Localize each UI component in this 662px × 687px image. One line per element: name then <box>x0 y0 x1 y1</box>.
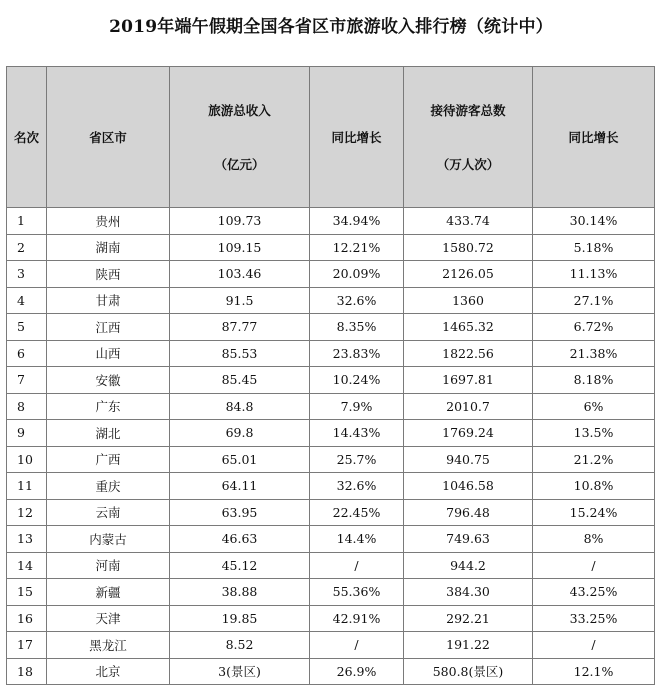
revenue-growth-cell: 20.09% <box>310 261 404 288</box>
revenue-cell: 64.11 <box>170 473 310 500</box>
visitors-cell: 433.74 <box>404 208 533 235</box>
revenue-growth-cell: 25.7% <box>310 446 404 473</box>
visitors-growth-cell: 8.18% <box>533 367 655 394</box>
table-row <box>7 579 655 606</box>
province-cell: 甘肃 <box>47 287 170 314</box>
visitors-growth-cell: 13.5% <box>533 420 655 447</box>
province-cell: 湖北 <box>47 420 170 447</box>
revenue-growth-cell: 14.4% <box>310 526 404 553</box>
province-cell: 河南 <box>47 552 170 579</box>
visitors-cell: 384.30 <box>404 579 533 606</box>
rank-cell: 12 <box>7 499 47 526</box>
province-cell: 陕西 <box>47 261 170 288</box>
rank-cell: 6 <box>7 340 47 367</box>
visitors-growth-cell: 5.18% <box>533 234 655 261</box>
revenue-cell: 69.8 <box>170 420 310 447</box>
visitors-growth-cell: 27.1% <box>533 287 655 314</box>
revenue-growth-cell: 14.43% <box>310 420 404 447</box>
rank-cell: 8 <box>7 393 47 420</box>
revenue-cell: 38.88 <box>170 579 310 606</box>
header-visitors-label: 接待游客总数 <box>430 103 506 118</box>
revenue-cell: 46.63 <box>170 526 310 553</box>
table-row <box>7 552 655 579</box>
table-row <box>7 340 655 367</box>
revenue-cell: 109.73 <box>170 208 310 235</box>
visitors-cell: 1465.32 <box>404 314 533 341</box>
revenue-cell: 109.15 <box>170 234 310 261</box>
visitors-growth-cell: / <box>533 632 655 659</box>
revenue-growth-cell: 42.91% <box>310 605 404 632</box>
visitors-cell: 1697.81 <box>404 367 533 394</box>
rank-cell: 15 <box>7 579 47 606</box>
rank-cell: 2 <box>7 234 47 261</box>
visitors-cell: 749.63 <box>404 526 533 553</box>
visitors-cell: 1580.72 <box>404 234 533 261</box>
visitors-growth-cell: 33.25% <box>533 605 655 632</box>
visitors-growth-cell: 10.8% <box>533 473 655 500</box>
visitors-cell: 1046.58 <box>404 473 533 500</box>
table-row <box>7 473 655 500</box>
visitors-cell: 580.8(景区) <box>404 658 533 685</box>
province-cell: 湖南 <box>47 234 170 261</box>
revenue-growth-cell: / <box>310 552 404 579</box>
revenue-cell: 45.12 <box>170 552 310 579</box>
province-cell: 重庆 <box>47 473 170 500</box>
ranking-table <box>6 66 655 685</box>
rank-cell: 10 <box>7 446 47 473</box>
table-row <box>7 234 655 261</box>
page-title: 2019年端午假期全国各省区市旅游收入排行榜（统计中） <box>109 17 553 37</box>
province-cell: 北京 <box>47 658 170 685</box>
revenue-growth-cell: 32.6% <box>310 287 404 314</box>
revenue-growth-cell: / <box>310 632 404 659</box>
revenue-growth-cell: 32.6% <box>310 473 404 500</box>
table-row <box>7 658 655 685</box>
table-row <box>7 605 655 632</box>
table-row <box>7 393 655 420</box>
revenue-growth-cell: 12.21% <box>310 234 404 261</box>
rank-cell: 9 <box>7 420 47 447</box>
visitors-growth-cell: 15.24% <box>533 499 655 526</box>
province-cell: 安徽 <box>47 367 170 394</box>
revenue-cell: 63.95 <box>170 499 310 526</box>
rank-cell: 17 <box>7 632 47 659</box>
province-cell: 江西 <box>47 314 170 341</box>
revenue-cell: 19.85 <box>170 605 310 632</box>
table-header-row <box>7 67 655 208</box>
visitors-growth-cell: 8% <box>533 526 655 553</box>
table-row <box>7 261 655 288</box>
visitors-cell: 2126.05 <box>404 261 533 288</box>
visitors-growth-cell: 21.38% <box>533 340 655 367</box>
table-row <box>7 420 655 447</box>
revenue-growth-cell: 55.36% <box>310 579 404 606</box>
visitors-cell: 944.2 <box>404 552 533 579</box>
visitors-cell: 2010.7 <box>404 393 533 420</box>
revenue-cell: 87.77 <box>170 314 310 341</box>
visitors-growth-cell: 11.13% <box>533 261 655 288</box>
header-revenue-unit: （亿元） <box>214 157 265 172</box>
visitors-cell: 1822.56 <box>404 340 533 367</box>
visitors-growth-cell: 12.1% <box>533 658 655 685</box>
rank-cell: 7 <box>7 367 47 394</box>
province-cell: 云南 <box>47 499 170 526</box>
header-visitors <box>404 67 533 208</box>
table-row <box>7 208 655 235</box>
revenue-cell: 65.01 <box>170 446 310 473</box>
visitors-growth-cell: 43.25% <box>533 579 655 606</box>
visitors-growth-cell: 6.72% <box>533 314 655 341</box>
header-revenue-growth: 同比增长 <box>310 67 404 208</box>
header-rank: 名次 <box>7 67 47 208</box>
revenue-cell: 85.53 <box>170 340 310 367</box>
revenue-cell: 103.46 <box>170 261 310 288</box>
table-row <box>7 526 655 553</box>
visitors-cell: 796.48 <box>404 499 533 526</box>
revenue-growth-cell: 8.35% <box>310 314 404 341</box>
province-cell: 新疆 <box>47 579 170 606</box>
header-visitors-growth: 同比增长 <box>533 67 655 208</box>
visitors-growth-cell: 30.14% <box>533 208 655 235</box>
revenue-growth-cell: 26.9% <box>310 658 404 685</box>
visitors-cell: 292.21 <box>404 605 533 632</box>
revenue-growth-cell: 22.45% <box>310 499 404 526</box>
revenue-growth-cell: 23.83% <box>310 340 404 367</box>
visitors-cell: 1769.24 <box>404 420 533 447</box>
header-revenue-label: 旅游总收入 <box>208 103 271 118</box>
province-cell: 内蒙古 <box>47 526 170 553</box>
revenue-growth-cell: 7.9% <box>310 393 404 420</box>
province-cell: 山西 <box>47 340 170 367</box>
visitors-cell: 940.75 <box>404 446 533 473</box>
visitors-growth-cell: 21.2% <box>533 446 655 473</box>
table-row <box>7 446 655 473</box>
table-body <box>7 208 655 685</box>
province-cell: 广东 <box>47 393 170 420</box>
rank-cell: 11 <box>7 473 47 500</box>
revenue-cell: 91.5 <box>170 287 310 314</box>
revenue-growth-cell: 34.94% <box>310 208 404 235</box>
rank-cell: 4 <box>7 287 47 314</box>
table-row <box>7 287 655 314</box>
rank-cell: 1 <box>7 208 47 235</box>
revenue-cell: 85.45 <box>170 367 310 394</box>
header-revenue <box>170 67 310 208</box>
revenue-cell: 84.8 <box>170 393 310 420</box>
rank-cell: 13 <box>7 526 47 553</box>
revenue-growth-cell: 10.24% <box>310 367 404 394</box>
rank-cell: 3 <box>7 261 47 288</box>
table-row <box>7 314 655 341</box>
revenue-cell: 8.52 <box>170 632 310 659</box>
province-cell: 黑龙江 <box>47 632 170 659</box>
table-row <box>7 499 655 526</box>
visitors-cell: 1360 <box>404 287 533 314</box>
rank-cell: 16 <box>7 605 47 632</box>
table-row <box>7 367 655 394</box>
province-cell: 天津 <box>47 605 170 632</box>
province-cell: 广西 <box>47 446 170 473</box>
rank-cell: 18 <box>7 658 47 685</box>
header-visitors-unit: （万人次） <box>436 157 500 172</box>
visitors-cell: 191.22 <box>404 632 533 659</box>
revenue-cell: 3(景区) <box>170 658 310 685</box>
province-cell: 贵州 <box>47 208 170 235</box>
visitors-growth-cell: 6% <box>533 393 655 420</box>
header-province: 省区市 <box>47 67 170 208</box>
rank-cell: 5 <box>7 314 47 341</box>
rank-cell: 14 <box>7 552 47 579</box>
visitors-growth-cell: / <box>533 552 655 579</box>
table-row <box>7 632 655 659</box>
